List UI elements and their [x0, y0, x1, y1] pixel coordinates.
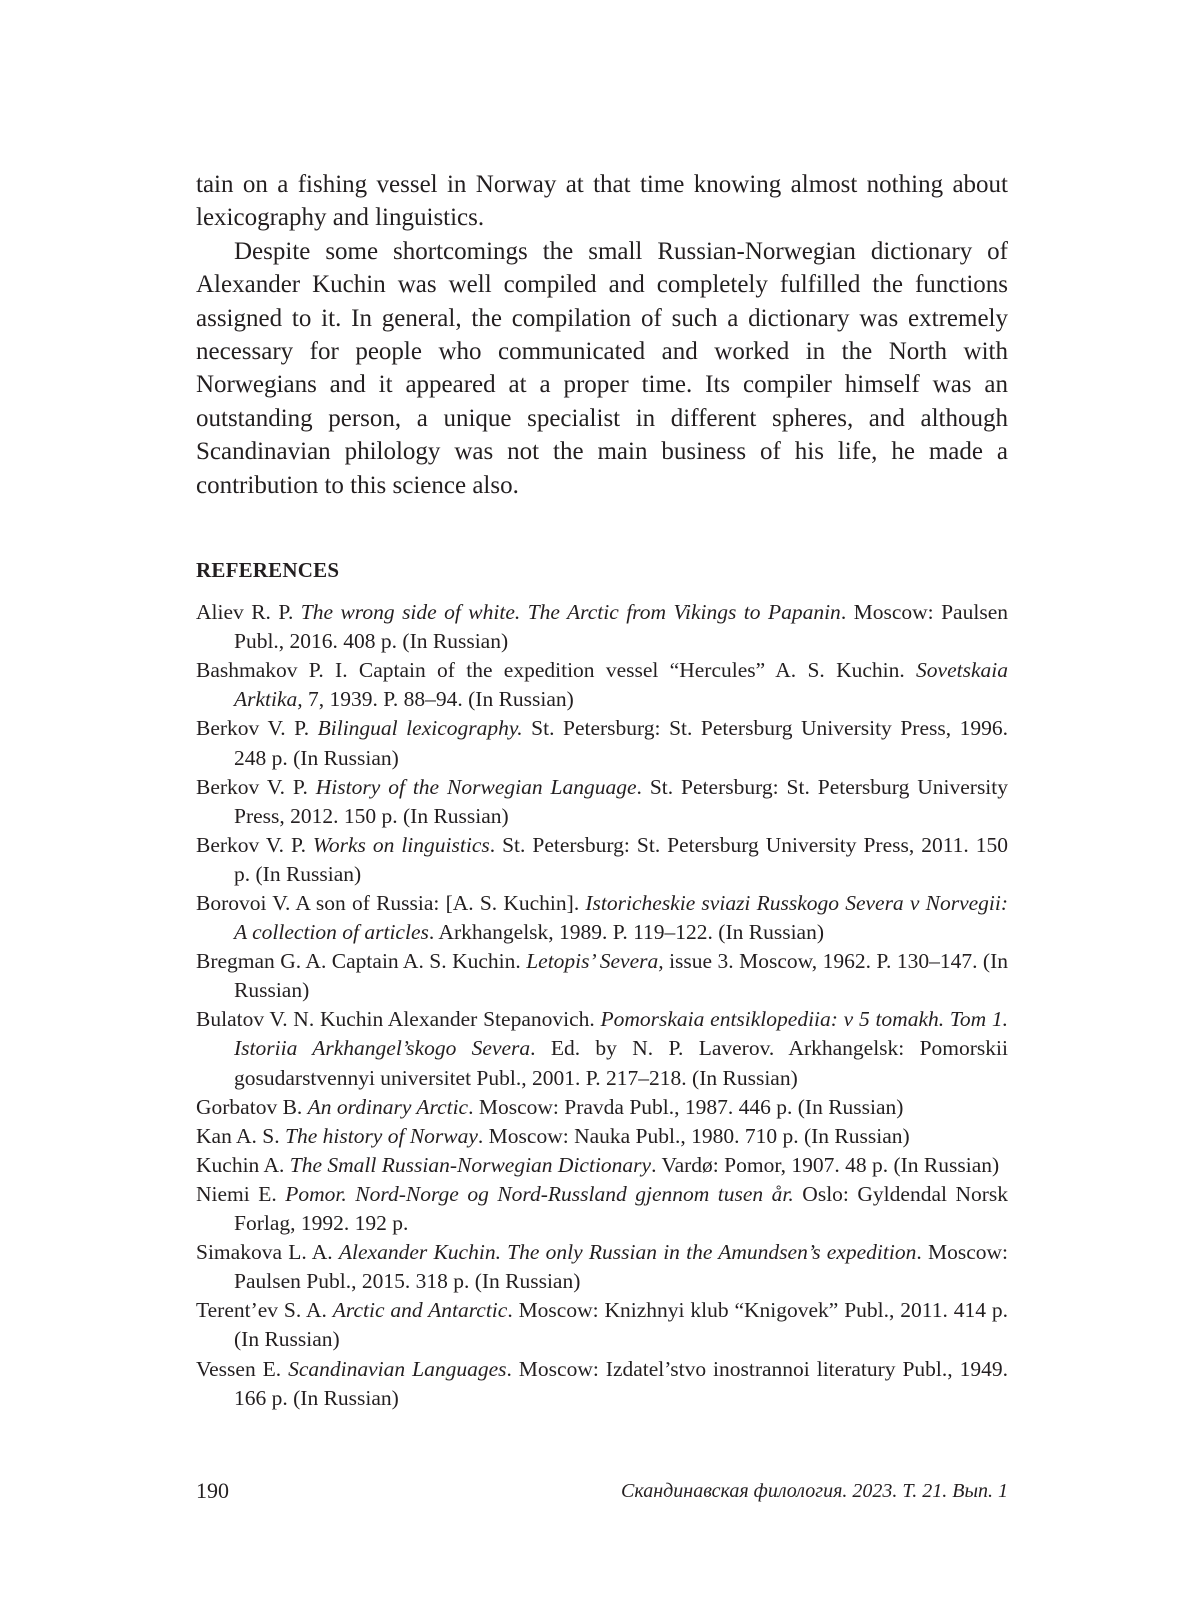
reference-title: Letopis’ Severa,	[526, 949, 664, 974]
reference-title: Scandinavian Languages	[288, 1356, 507, 1381]
reference-authors: Aliev R. P.	[196, 600, 301, 625]
reference-details: issue 3. Moscow, 1962. P. 130–147. (In Russian)	[234, 949, 1008, 1003]
body-text	[196, 168, 1008, 502]
reference-title: Pomor. Nord-Norge og Nord-Russland gjennom tusen år.	[285, 1181, 794, 1206]
reference-title: Arctic and Antarctic	[332, 1298, 508, 1323]
reference-details: . Moscow: Paulsen Publ., 2016. 408 p. (In Russian)	[234, 600, 1008, 654]
reference-item	[196, 1180, 1008, 1238]
reference-item	[196, 1122, 1008, 1151]
body-paragraph-conclusion: Despite some shortcomings the small Russian-Norwegian dictionary of Alexander Kuchin was well compiled and completely fulfilled the functions assigned to it. In general, the compilation of such a dictionary was extremely necessary for people who communicated and worked in the North with Norwegians and it appeared at a proper time. Its compiler himself was an outstanding person, a unique specialist in different spheres, and although Scandinavian philology was not the main business of his life, he made a contribution to this science also.	[196, 237, 1008, 499]
reference-authors: Kan A. S.	[196, 1123, 285, 1148]
reference-item	[196, 656, 1008, 714]
reference-details: . Moscow: Nauka Publ., 1980. 710 p. (In Russian)	[477, 1123, 910, 1148]
reference-item	[196, 1355, 1008, 1413]
reference-details: . Moscow: Paulsen Publ., 2015. 318 p. (In Russian)	[234, 1240, 1008, 1294]
reference-title: History of the Norwegian Language	[315, 774, 637, 799]
references-list	[196, 598, 1008, 1413]
page-footer	[196, 1476, 1008, 1510]
journal-running-footer: Скандинавская филология. 2023. Т. 21. Вып. 1	[621, 1480, 1008, 1502]
reference-title: Works on linguistics	[312, 832, 490, 857]
reference-item	[196, 889, 1008, 947]
reference-title: The Small Russian-Norwegian Dictionary	[289, 1152, 652, 1177]
reference-authors: Berkov V. P.	[196, 832, 313, 857]
reference-details: . Arkhangelsk, 1989. P. 119–122. (In Russian)	[428, 920, 825, 945]
reference-details: . Moscow: Izdatel’stvo inostrannoi literatury Publ., 1949. 166 p. (In Russian)	[234, 1356, 1008, 1410]
reference-item	[196, 947, 1008, 1005]
reference-authors: Berkov V. P.	[196, 774, 316, 799]
page-content	[196, 168, 1008, 1413]
reference-title: Istoricheskie sviazi Russkogo Severa v Norvegii: A collection of articles	[234, 891, 1009, 945]
reference-authors: Vessen E.	[196, 1356, 289, 1381]
reference-title: Bilingual lexicography.	[317, 716, 523, 741]
reference-authors: Kuchin A.	[196, 1152, 290, 1177]
reference-item	[196, 1005, 1008, 1092]
reference-details: . Ed. by N. P. Laverov. Arkhangelsk: Pomorskii gosudarstvennyi universitet Publ., 2001. P. 217–218. (In Russian)	[234, 1036, 1008, 1090]
reference-item	[196, 1296, 1008, 1354]
reference-item	[196, 831, 1008, 889]
reference-item	[196, 714, 1008, 772]
reference-details: . Moscow: Pravda Publ., 1987. 446 p. (In Russian)	[468, 1094, 904, 1119]
reference-details: 7, 1939. P. 88–94. (In Russian)	[302, 687, 574, 712]
reference-details: . St. Petersburg: St. Petersburg University Press, 2011. 150 p. (In Russian)	[234, 832, 1009, 886]
references-heading: REFERENCES	[196, 558, 340, 583]
reference-title: An ordinary Arctic	[307, 1094, 469, 1119]
reference-details: . Vardø: Pomor, 1907. 48 p. (In Russian)	[651, 1152, 1000, 1177]
reference-authors: Niemi E.	[196, 1181, 286, 1206]
body-paragraph-continuation: tain on a fishing vessel in Norway at that time knowing almost nothing about lexicography and linguistics.	[196, 171, 1008, 232]
reference-item	[196, 1238, 1008, 1296]
reference-authors: Gorbatov B.	[196, 1094, 308, 1119]
reference-authors: Berkov V. P.	[196, 716, 318, 741]
reference-authors: Bulatov V. N. Kuchin Alexander Stepanovich.	[196, 1007, 601, 1032]
reference-details: Oslo: Gyldendal Norsk Forlag, 1992. 192 p.	[234, 1181, 1009, 1236]
reference-title: Alexander Kuchin. The only Russian in the Amundsen’s expedition	[338, 1240, 917, 1265]
reference-authors: Simakova L. A.	[196, 1240, 339, 1265]
reference-authors: Borovoi V. A son of Russia: [A. S. Kuchin].	[196, 891, 586, 915]
reference-item	[196, 1151, 1008, 1180]
reference-item	[196, 1093, 1008, 1122]
reference-title: Pomorskaia entsiklopediia: v 5 tomakh. Tom 1. Istoriia Arkhangel’skogo Severa	[234, 1007, 1008, 1061]
reference-authors: Bregman G. A. Captain A. S. Kuchin.	[196, 949, 527, 974]
reference-authors: Terent’ev S. A.	[196, 1298, 333, 1323]
reference-title: Sovetskaia Arktika,	[234, 658, 1008, 712]
page-number: 190	[196, 1478, 229, 1503]
reference-details: St. Petersburg: St. Petersburg University Press, 1996. 248 p. (In Russian)	[234, 716, 1009, 770]
reference-item	[196, 773, 1008, 831]
reference-details: . St. Petersburg: St. Petersburg University Press, 2012. 150 p. (In Russian)	[234, 774, 1009, 828]
reference-authors: Bashmakov P. I. Captain of the expedition vessel “Hercules” A. S. Kuchin.	[196, 658, 917, 683]
reference-title: The history of Norway	[285, 1123, 478, 1148]
reference-item	[196, 598, 1008, 656]
reference-details: . Moscow: Knizhnyi klub “Knigovek” Publ., 2011. 414 p. (In Russian)	[234, 1298, 1008, 1352]
reference-title: The wrong side of white. The Arctic from Vikings to Papanin	[300, 600, 841, 625]
